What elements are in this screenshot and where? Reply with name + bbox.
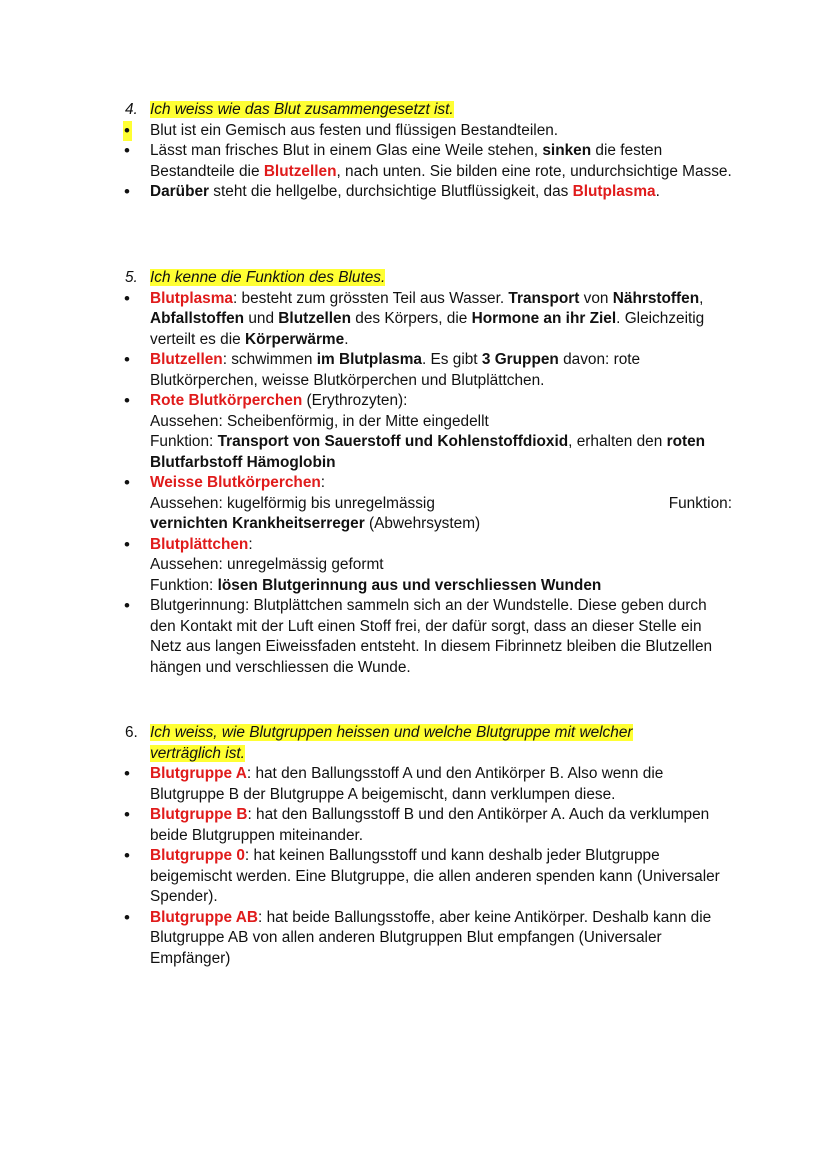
bullet-list: [0, 764, 828, 969]
section-number: 5.: [125, 269, 138, 286]
list-item: • Blut ist ein Gemisch aus festen und flüssigen Bestandteilen.: [0, 121, 828, 142]
section-number: 6.: [125, 724, 138, 741]
section-title: Ich weiss wie das Blut zusammengesetzt ist.: [150, 101, 454, 118]
list-item-blutgruppe-0: • Blutgruppe 0: hat keinen Ballungsstoff und kann deshalb jeder Blutgruppe beigemischt werden. Eine Blutgruppe, die allen anderen spenden kann (Universaler Spender).: [0, 846, 828, 908]
list-item-blutplaettchen: • Blutplättchen: Aussehen: unregelmässig geformt Funktion: lösen Blutgerinnung aus und verschliessen Wunden: [0, 535, 828, 597]
section-title-cont: verträglich ist.: [150, 744, 245, 762]
list-item-blutgruppe-b: • Blutgruppe B: hat den Ballungsstoff B und den Antikörper A. Auch da verklumpen beide Blutgruppen miteinander.: [0, 805, 828, 846]
list-item-blutgruppe-ab: • Blutgruppe AB: hat beide Ballungsstoffe, aber keine Antikörper. Deshalb kann die Blutgruppe AB von allen anderen Blutgruppen Blut empfangen (Universaler Empfänger): [0, 908, 828, 970]
section-heading: [0, 723, 828, 764]
section-number: 4.: [125, 101, 138, 118]
section-blood-composition: [0, 100, 828, 203]
bullet-list: [0, 289, 828, 679]
list-item-blutgerinnung: • Blutgerinnung: Blutplättchen sammeln sich an der Wundstelle. Diese geben durch den Kontakt mit der Luft einen Stoff frei, der dafür sorgt, dass an dieser Stelle ein Netz aus langen Eiweissfaden entsteht. In diesem Fibrinnetz bleiben die Blutzellen hängen und verschliessen die Wunde.: [0, 596, 828, 678]
section-blood-groups: [0, 723, 828, 969]
list-item-blutgruppe-a: • Blutgruppe A: hat den Ballungsstoff A und den Antikörper B. Also wenn die Blutgruppe B der Blutgruppe A beigemischt, dann verklumpen diese.: [0, 764, 828, 805]
list-item-blutzellen: • Blutzellen: schwimmen im Blutplasma. Es gibt 3 Gruppen davon: rote Blutkörperchen, weisse Blutkörperchen und Blutplättchen.: [0, 350, 828, 391]
list-item-rote-blutkoerperchen: • Rote Blutkörperchen (Erythrozyten): Aussehen: Scheibenförmig, in der Mitte eingedellt Funktion: Transport von Sauerstoff und Kohlenstoffdioxid, erhalten den roten Blutfarbstoff Hämoglobin: [0, 391, 828, 473]
bullet-list: [0, 121, 828, 203]
list-item-blutplasma: • Blutplasma: besteht zum grössten Teil aus Wasser. Transport von Nährstoffen, Abfallstoffen und Blutzellen des Körpers, die Hormone an ihr Ziel. Gleichzeitig verteilt es die Körperwärme.: [0, 289, 828, 351]
list-item-weisse-blutkoerperchen: • Weisse Blutkörperchen: Aussehen: kugelförmig bis unregelmässig Funktion: vernichten Krankheitserreger (Abwehrsystem): [0, 473, 828, 535]
section-heading: [0, 100, 828, 121]
section-title: Ich kenne die Funktion des Blutes.: [150, 269, 386, 286]
list-item: • Darüber steht die hellgelbe, durchsichtige Blutflüssigkeit, das Blutplasma.: [0, 182, 828, 203]
section-blood-function: [0, 268, 828, 678]
section-heading: [0, 268, 828, 289]
section-title: Ich weiss, wie Blutgruppen heissen und welche Blutgruppe mit welcher: [150, 724, 633, 741]
list-item: • Lässt man frisches Blut in einem Glas eine Weile stehen, sinken die festen Bestandteile die Blutzellen, nach unten. Sie bilden eine rote, undurchsichtige Masse.: [0, 141, 828, 182]
